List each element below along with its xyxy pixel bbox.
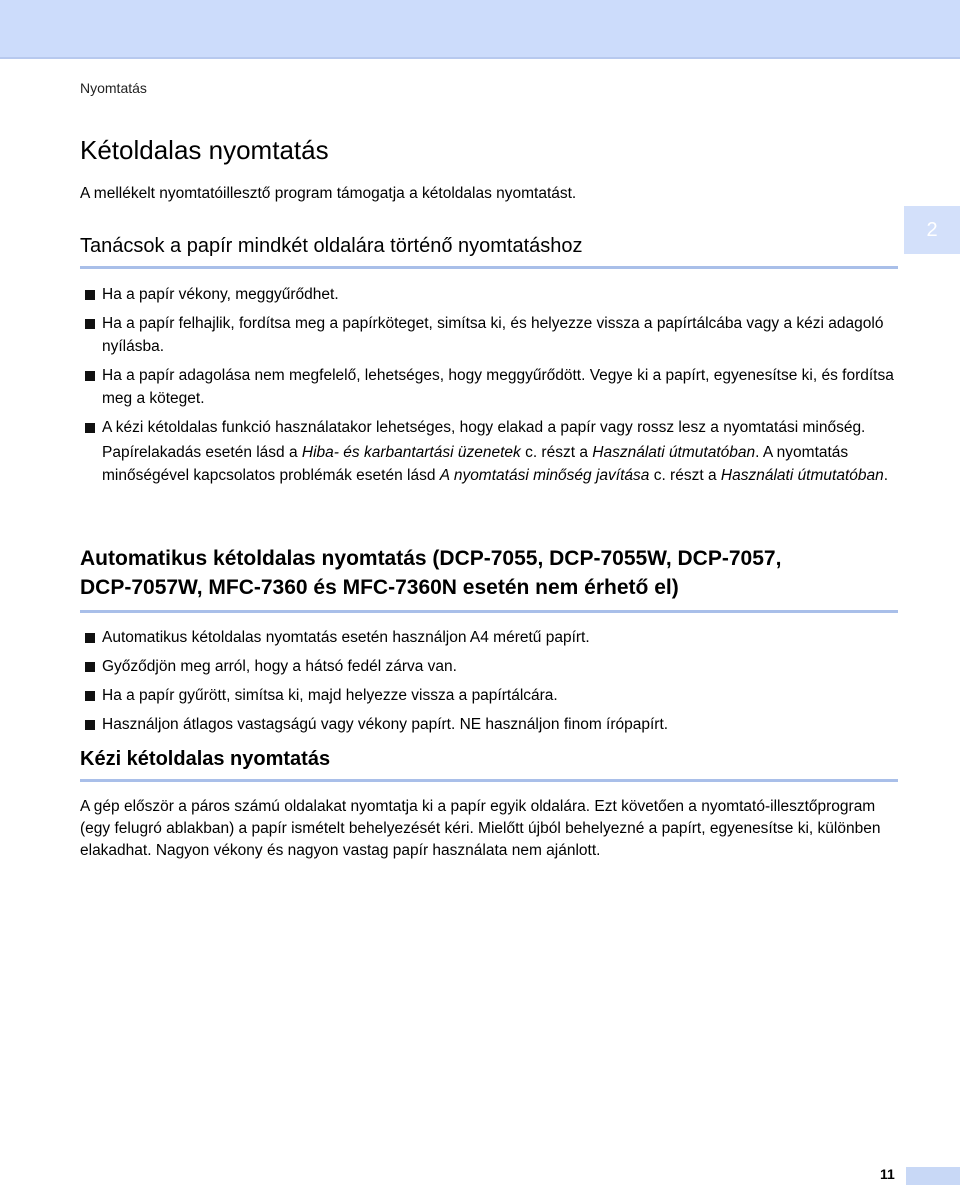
list-item [80, 312, 898, 358]
top-band [0, 0, 960, 59]
page-title: Kétoldalas nyomtatás [80, 135, 329, 165]
list-item-text: Ha a papír felhajlik, fordítsa meg a papírköteget, simítsa ki, és helyezze vissza a papírtálcába vagy a kézi adagoló nyílásba. [102, 315, 884, 355]
square-bullet-icon [85, 371, 95, 381]
section-tips-heading: Tanácsok a papír mindkét oldalára történő nyomtatáshoz [80, 235, 583, 257]
heading-line: DCP-7057W, MFC-7360 és MFC-7360N esetén nem érhető el) [80, 576, 679, 599]
list-item-text: Győződjön meg arról, hogy a hátsó fedél zárva van. [102, 658, 457, 675]
note-text: c. részt a [649, 467, 721, 484]
square-bullet-icon [85, 662, 95, 672]
list-item [80, 684, 898, 707]
section-automatic-duplex [80, 544, 898, 742]
chapter-tab: 2 [904, 206, 960, 254]
list-item [80, 655, 898, 678]
note-text: Papírelakadás esetén lásd a [102, 444, 302, 461]
automatic-duplex-list [80, 626, 898, 736]
square-bullet-icon [85, 423, 95, 433]
list-item [80, 416, 898, 439]
list-item [80, 713, 898, 736]
note-reference: A nyomtatási minőség javítása [439, 467, 650, 484]
note-reference: Használati útmutatóban [720, 467, 884, 484]
list-item [80, 364, 898, 410]
section-manual-duplex [80, 748, 898, 862]
list-item-text: Ha a papír gyűrött, simítsa ki, majd helyezze vissza a papírtálcára. [102, 687, 558, 704]
note-text: c. részt a [520, 444, 593, 461]
section-divider [80, 779, 898, 782]
reference-note [80, 441, 898, 487]
square-bullet-icon [85, 691, 95, 701]
heading-line: Automatikus kétoldalas nyomtatás (DCP-7055, DCP-7055W, DCP-7057, [80, 547, 782, 570]
tips-list [80, 283, 898, 439]
list-item-text: Automatikus kétoldalas nyomtatás esetén használjon A4 méretű papírt. [102, 629, 590, 646]
section-manual-heading: Kézi kétoldalas nyomtatás [80, 748, 331, 770]
square-bullet-icon [85, 319, 95, 329]
list-item-text: Ha a papír adagolása nem megfelelő, lehetséges, hogy meggyűrődött. Vegye ki a papírt, egyenesítse ki, és fordítsa meg a köteget. [102, 367, 894, 407]
list-item [80, 283, 898, 306]
page-tab [906, 1167, 960, 1185]
list-item [80, 626, 898, 649]
note-reference: Használati útmutatóban [592, 444, 756, 461]
section-divider [80, 266, 898, 269]
running-header: Nyomtatás [80, 80, 147, 96]
intro-text: A mellékelt nyomtatóillesztő program támogatja a kétoldalas nyomtatást. [80, 185, 577, 202]
section-divider [80, 610, 898, 613]
square-bullet-icon [85, 720, 95, 730]
square-bullet-icon [85, 633, 95, 643]
page-number: 11 [880, 1166, 895, 1182]
section-automatic-heading [80, 544, 898, 602]
section-tips [80, 235, 898, 487]
list-item-text: Használjon átlagos vastagságú vagy vékony papírt. NE használjon finom írópapírt. [102, 716, 669, 733]
list-item-text: A kézi kétoldalas funkció használatakor lehetséges, hogy elakad a papír vagy rossz lesz a nyomtatási minőség. [102, 419, 866, 436]
square-bullet-icon [85, 290, 95, 300]
list-item-text: Ha a papír vékony, meggyűrődhet. [102, 286, 339, 303]
note-text: . [883, 467, 889, 484]
note-text: . A nyomtatás minőségével kapcsolatos problémák esetén lásd [102, 444, 849, 484]
manual-duplex-paragraph: A gép először a páros számú oldalakat nyomtatja ki a papír egyik oldalára. Ezt követően a nyomtató-illesztőprogram (egy felugró ablakban) a papír ismételt behelyezését kéri. Mielőtt újból behelyezné a papírt, egyenesítse ki, különben elakadhat. Nagyon vékony és nagyon vastag papír használata nem ajánlott. [80, 798, 881, 859]
note-reference: Hiba- és karbantartási üzenetek [301, 444, 521, 461]
